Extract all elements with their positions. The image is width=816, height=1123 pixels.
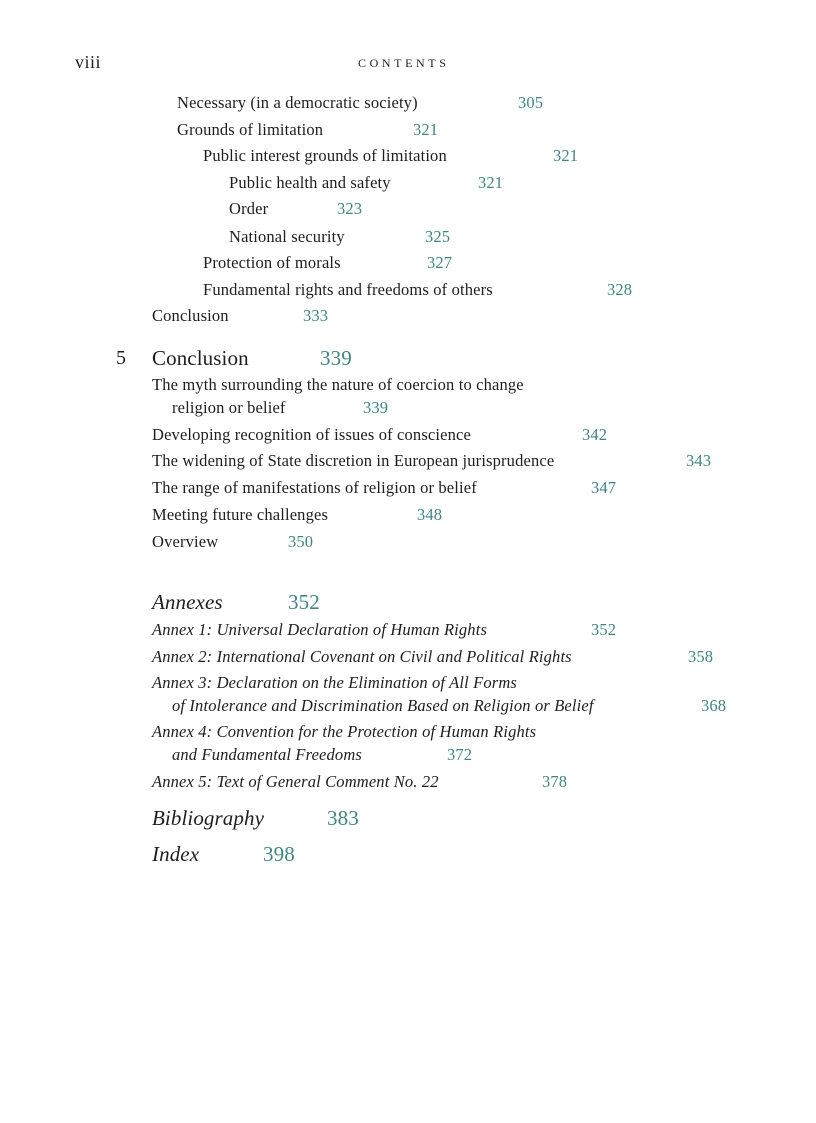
toc-page-number: 321 — [553, 146, 579, 165]
toc-page-number: 339 — [363, 398, 389, 417]
toc-page-number: 325 — [425, 227, 451, 246]
toc-page-number: 321 — [478, 173, 504, 192]
toc-entry[interactable]: Meeting future challenges — [152, 505, 329, 524]
toc-entry[interactable]: Public interest grounds of limitation — [203, 146, 447, 165]
toc-page-number: 398 — [263, 842, 295, 866]
toc-entry[interactable]: Protection of morals — [203, 253, 341, 272]
toc-page-number: 368 — [701, 696, 727, 715]
index-heading[interactable]: Index — [152, 842, 200, 866]
toc-page-number: 347 — [591, 478, 617, 497]
annexes-heading[interactable]: Annexes — [152, 590, 223, 614]
annex-entry[interactable]: Annex 5: Text of General Comment No. 22 — [152, 772, 439, 791]
toc-page-number: 352 — [288, 590, 320, 614]
toc-page-number: 342 — [582, 425, 608, 444]
toc-entry[interactable]: Fundamental rights and freedoms of others — [203, 280, 493, 299]
toc-entry-continuation[interactable]: religion or belief — [172, 398, 286, 417]
toc-page-number: 321 — [413, 120, 439, 139]
toc-entry[interactable]: Grounds of limitation — [177, 120, 324, 139]
toc-page-number: 343 — [686, 451, 712, 470]
toc-page-number: 352 — [591, 620, 617, 639]
toc-entry[interactable]: The range of manifestations of religion or belief — [152, 478, 477, 497]
toc-page-number: 348 — [417, 505, 443, 524]
annex-entry[interactable]: Annex 4: Convention for the Protection of Human Rights — [152, 722, 537, 741]
toc-entry[interactable]: Public health and safety — [229, 173, 391, 192]
running-title: CONTENTS — [358, 56, 450, 70]
toc-page-number: 383 — [327, 806, 359, 830]
toc-page-number: 323 — [337, 199, 363, 218]
toc-entry[interactable]: National security — [229, 227, 345, 246]
bibliography-heading[interactable]: Bibliography — [152, 806, 265, 830]
annex-entry[interactable]: Annex 1: Universal Declaration of Human Rights — [152, 620, 488, 639]
toc-entry[interactable]: Overview — [152, 532, 219, 551]
toc-page-number: 372 — [447, 745, 473, 764]
annex-entry[interactable]: Annex 3: Declaration on the Elimination of All Forms — [152, 673, 517, 692]
annex-entry-continuation[interactable]: of Intolerance and Discrimination Based on Religion or Belief — [172, 696, 594, 715]
annex-entry[interactable]: Annex 2: International Covenant on Civil and Political Rights — [152, 647, 572, 666]
page-folio: viii — [75, 52, 102, 72]
toc-page-number: 327 — [427, 253, 453, 272]
toc-page-number: 339 — [320, 346, 352, 370]
toc-page-number: 305 — [518, 93, 544, 112]
toc-entry[interactable]: The widening of State discretion in European jurisprudence — [152, 451, 555, 470]
toc-page-number: 378 — [542, 772, 568, 791]
toc-page-number: 333 — [303, 306, 329, 325]
toc-entry[interactable]: Necessary (in a democratic society) — [177, 93, 418, 112]
toc-entry[interactable]: The myth surrounding the nature of coercion to change — [152, 375, 524, 394]
chapter-title[interactable]: Conclusion — [152, 346, 249, 370]
toc-page-number: 328 — [607, 280, 633, 299]
toc-page-number: 358 — [688, 647, 714, 666]
annex-entry-continuation[interactable]: and Fundamental Freedoms — [172, 745, 362, 764]
toc-entry[interactable]: Conclusion — [152, 306, 229, 325]
chapter-number: 5 — [116, 347, 126, 369]
toc-entry[interactable]: Order — [229, 199, 269, 218]
toc-page-number: 350 — [288, 532, 314, 551]
toc-entry[interactable]: Developing recognition of issues of conscience — [152, 425, 471, 444]
